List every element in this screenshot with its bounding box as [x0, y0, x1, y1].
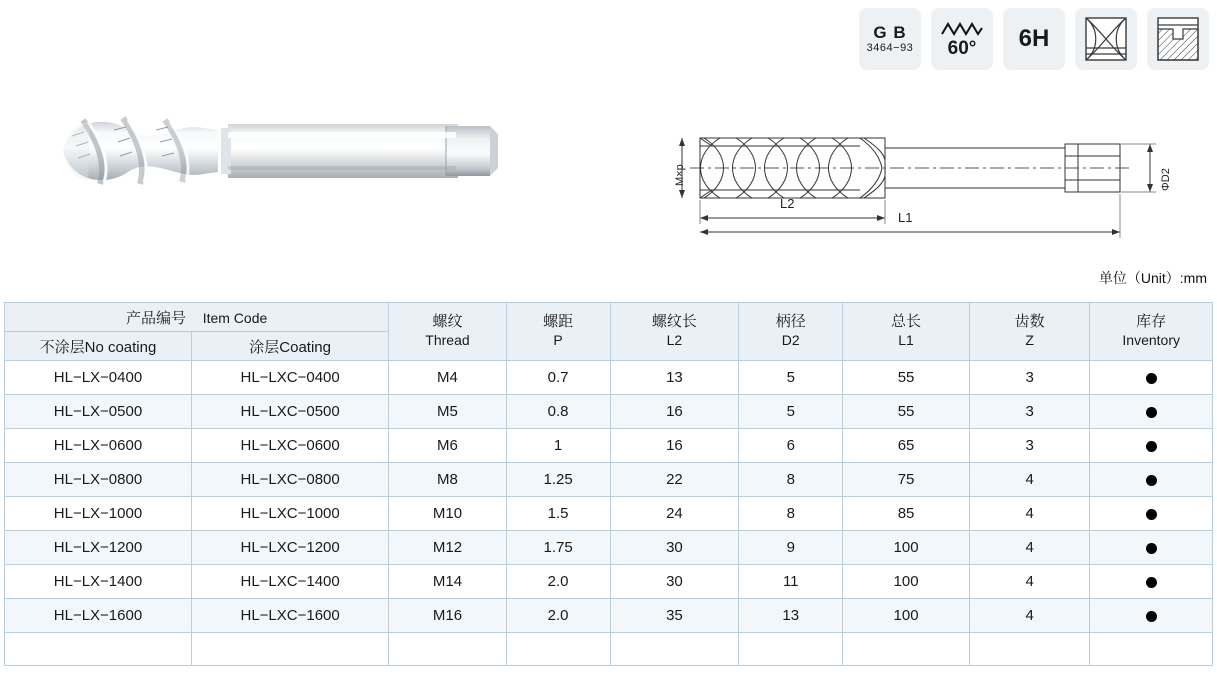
- cell-shank-diameter: 13: [739, 599, 843, 633]
- header-shank-diameter: [739, 303, 843, 361]
- cell-coating: HL−LXC−0500: [191, 395, 388, 429]
- cell-flutes: 4: [969, 565, 1089, 599]
- table-row: [5, 497, 1213, 531]
- cell-empty: [843, 633, 970, 666]
- header-pitch: [506, 303, 610, 361]
- cell-pitch: 1.25: [506, 463, 610, 497]
- cell-inventory: [1090, 429, 1213, 463]
- cell-inventory: [1090, 531, 1213, 565]
- cell-pitch: 1.75: [506, 531, 610, 565]
- d2-dimension-label: ΦD2: [1160, 168, 1172, 191]
- cell-empty: [191, 633, 388, 666]
- cell-pitch: 0.7: [506, 361, 610, 395]
- table-row: [5, 395, 1213, 429]
- cell-no-coating: HL−LX−0600: [5, 429, 192, 463]
- cell-no-coating: HL−LX−0400: [5, 361, 192, 395]
- in-stock-dot-icon: [1146, 441, 1157, 452]
- cell-pitch: 0.8: [506, 395, 610, 429]
- cell-shank-diameter: 8: [739, 497, 843, 531]
- cell-total-length: 75: [843, 463, 970, 497]
- cell-inventory: [1090, 497, 1213, 531]
- standard-badge-year: 3464−93: [866, 42, 914, 55]
- cell-coating: HL−LXC−0800: [191, 463, 388, 497]
- spec-table-body: [5, 361, 1213, 666]
- cell-inventory: [1090, 565, 1213, 599]
- cell-no-coating: HL−LX−1000: [5, 497, 192, 531]
- header-no-coating: 不涂层No coating: [5, 332, 192, 361]
- standard-badge: [859, 8, 921, 70]
- cell-coating: HL−LXC−1400: [191, 565, 388, 599]
- technical-drawing: [660, 96, 1180, 246]
- header-total-length-en: L1: [898, 332, 914, 349]
- header-flutes: [969, 303, 1089, 361]
- flute-section-badge: [1075, 8, 1137, 70]
- cell-empty: [5, 633, 192, 666]
- cell-thread-length: 30: [610, 565, 739, 599]
- cell-thread-length: 16: [610, 395, 739, 429]
- cell-flutes: 3: [969, 429, 1089, 463]
- cell-pitch: 1.5: [506, 497, 610, 531]
- cell-inventory: [1090, 361, 1213, 395]
- tolerance-value: 6H: [1018, 25, 1050, 52]
- cell-total-length: 55: [843, 395, 970, 429]
- table-row: [5, 531, 1213, 565]
- header-thread-en: Thread: [425, 332, 470, 349]
- cell-empty: [610, 633, 739, 666]
- cell-pitch: 1: [506, 429, 610, 463]
- header-thread-cn: 螺纹: [432, 313, 463, 331]
- cell-inventory: [1090, 395, 1213, 429]
- in-stock-dot-icon: [1146, 509, 1157, 520]
- standard-badge-code: G B: [873, 22, 907, 42]
- l1-dimension-label: L1: [898, 210, 913, 225]
- cell-thread: M14: [389, 565, 506, 599]
- header-thread-length: [610, 303, 739, 361]
- cell-flutes: 3: [969, 361, 1089, 395]
- cell-flutes: 4: [969, 463, 1089, 497]
- cell-empty: [506, 633, 610, 666]
- hatched-section-icon: [1155, 15, 1201, 63]
- cell-pitch: 2.0: [506, 599, 610, 633]
- cell-thread: M5: [389, 395, 506, 429]
- header-shank-diameter-cn: 柄径: [775, 313, 806, 331]
- cell-coating: HL−LXC−0400: [191, 361, 388, 395]
- cell-shank-diameter: 9: [739, 531, 843, 565]
- cell-thread: M6: [389, 429, 506, 463]
- cell-shank-diameter: 6: [739, 429, 843, 463]
- in-stock-dot-icon: [1146, 611, 1157, 622]
- cell-no-coating: HL−LX−0500: [5, 395, 192, 429]
- cell-coating: HL−LXC−1600: [191, 599, 388, 633]
- cell-thread-length: 22: [610, 463, 739, 497]
- cell-thread-length: 35: [610, 599, 739, 633]
- in-stock-dot-icon: [1146, 543, 1157, 554]
- thread-angle-badge: [931, 8, 993, 70]
- cell-thread-length: 30: [610, 531, 739, 565]
- cell-flutes: 4: [969, 599, 1089, 633]
- in-stock-dot-icon: [1146, 577, 1157, 588]
- thread-angle-value: 60°: [947, 37, 977, 59]
- header-inventory: [1090, 303, 1213, 361]
- cell-total-length: 100: [843, 599, 970, 633]
- cell-no-coating: HL−LX−0800: [5, 463, 192, 497]
- cell-flutes: 4: [969, 531, 1089, 565]
- cell-total-length: 100: [843, 531, 970, 565]
- cell-coating: HL−LXC−1000: [191, 497, 388, 531]
- spec-table: [4, 302, 1213, 666]
- l2-dimension-label: L2: [780, 196, 795, 211]
- table-row: [5, 463, 1213, 497]
- cell-thread-length: 13: [610, 361, 739, 395]
- cell-flutes: 3: [969, 395, 1089, 429]
- header-coating: 涂层Coating: [191, 332, 388, 361]
- in-stock-dot-icon: [1146, 475, 1157, 486]
- cell-shank-diameter: 5: [739, 395, 843, 429]
- header-shank-diameter-en: D2: [781, 332, 800, 349]
- cell-no-coating: HL−LX−1600: [5, 599, 192, 633]
- header-inventory-cn: 库存: [1136, 313, 1167, 331]
- cell-thread: M12: [389, 531, 506, 565]
- cell-shank-diameter: 11: [739, 565, 843, 599]
- header-total-length-cn: 总长: [891, 313, 922, 331]
- cell-total-length: 85: [843, 497, 970, 531]
- cell-total-length: 55: [843, 361, 970, 395]
- header-item-code-cn: 产品编号: [126, 309, 187, 327]
- header-pitch-en: P: [553, 332, 563, 349]
- table-row-empty: [5, 633, 1213, 666]
- header-item-code: [5, 303, 389, 332]
- cell-inventory: [1090, 463, 1213, 497]
- cell-thread: M4: [389, 361, 506, 395]
- cell-thread-length: 24: [610, 497, 739, 531]
- header-flutes-cn: 齿数: [1014, 313, 1045, 331]
- table-header-row-1: [5, 303, 1213, 332]
- cell-thread-length: 16: [610, 429, 739, 463]
- cell-thread: M16: [389, 599, 506, 633]
- table-row: [5, 361, 1213, 395]
- mxp-dimension-label: M×p: [674, 164, 686, 186]
- cell-flutes: 4: [969, 497, 1089, 531]
- header-flutes-en: Z: [1025, 332, 1034, 349]
- table-row: [5, 599, 1213, 633]
- cell-shank-diameter: 8: [739, 463, 843, 497]
- product-photo: [28, 96, 528, 206]
- hatch-section-badge: [1147, 8, 1209, 70]
- cell-total-length: 65: [843, 429, 970, 463]
- in-stock-dot-icon: [1146, 407, 1157, 418]
- unit-note: 单位（Unit）:mm: [1098, 270, 1207, 286]
- spec-table-wrapper: [4, 302, 1213, 666]
- table-row: [5, 565, 1213, 599]
- cell-empty: [739, 633, 843, 666]
- tolerance-badge: [1003, 8, 1065, 70]
- header-item-code-en: Item Code: [202, 309, 268, 326]
- cell-no-coating: HL−LX−1400: [5, 565, 192, 599]
- badge-row: [859, 8, 1209, 70]
- table-row: [5, 429, 1213, 463]
- cell-pitch: 2.0: [506, 565, 610, 599]
- cell-shank-diameter: 5: [739, 361, 843, 395]
- header-inventory-en: Inventory: [1122, 332, 1180, 349]
- cell-coating: HL−LXC−0600: [191, 429, 388, 463]
- header-thread-length-en: L2: [666, 332, 683, 349]
- cell-empty: [1090, 633, 1213, 666]
- cell-inventory: [1090, 599, 1213, 633]
- zigzag-thread-icon: [940, 21, 984, 37]
- cell-thread: M10: [389, 497, 506, 531]
- cell-empty: [389, 633, 506, 666]
- cell-thread: M8: [389, 463, 506, 497]
- flute-cross-section-icon: [1083, 15, 1129, 63]
- header-thread-length-cn: 螺纹长: [651, 313, 697, 331]
- header-thread: [389, 303, 506, 361]
- cell-no-coating: HL−LX−1200: [5, 531, 192, 565]
- in-stock-dot-icon: [1146, 373, 1157, 384]
- header-total-length: [843, 303, 970, 361]
- cell-empty: [969, 633, 1089, 666]
- cell-coating: HL−LXC−1200: [191, 531, 388, 565]
- cell-total-length: 100: [843, 565, 970, 599]
- header-pitch-cn: 螺距: [543, 313, 574, 331]
